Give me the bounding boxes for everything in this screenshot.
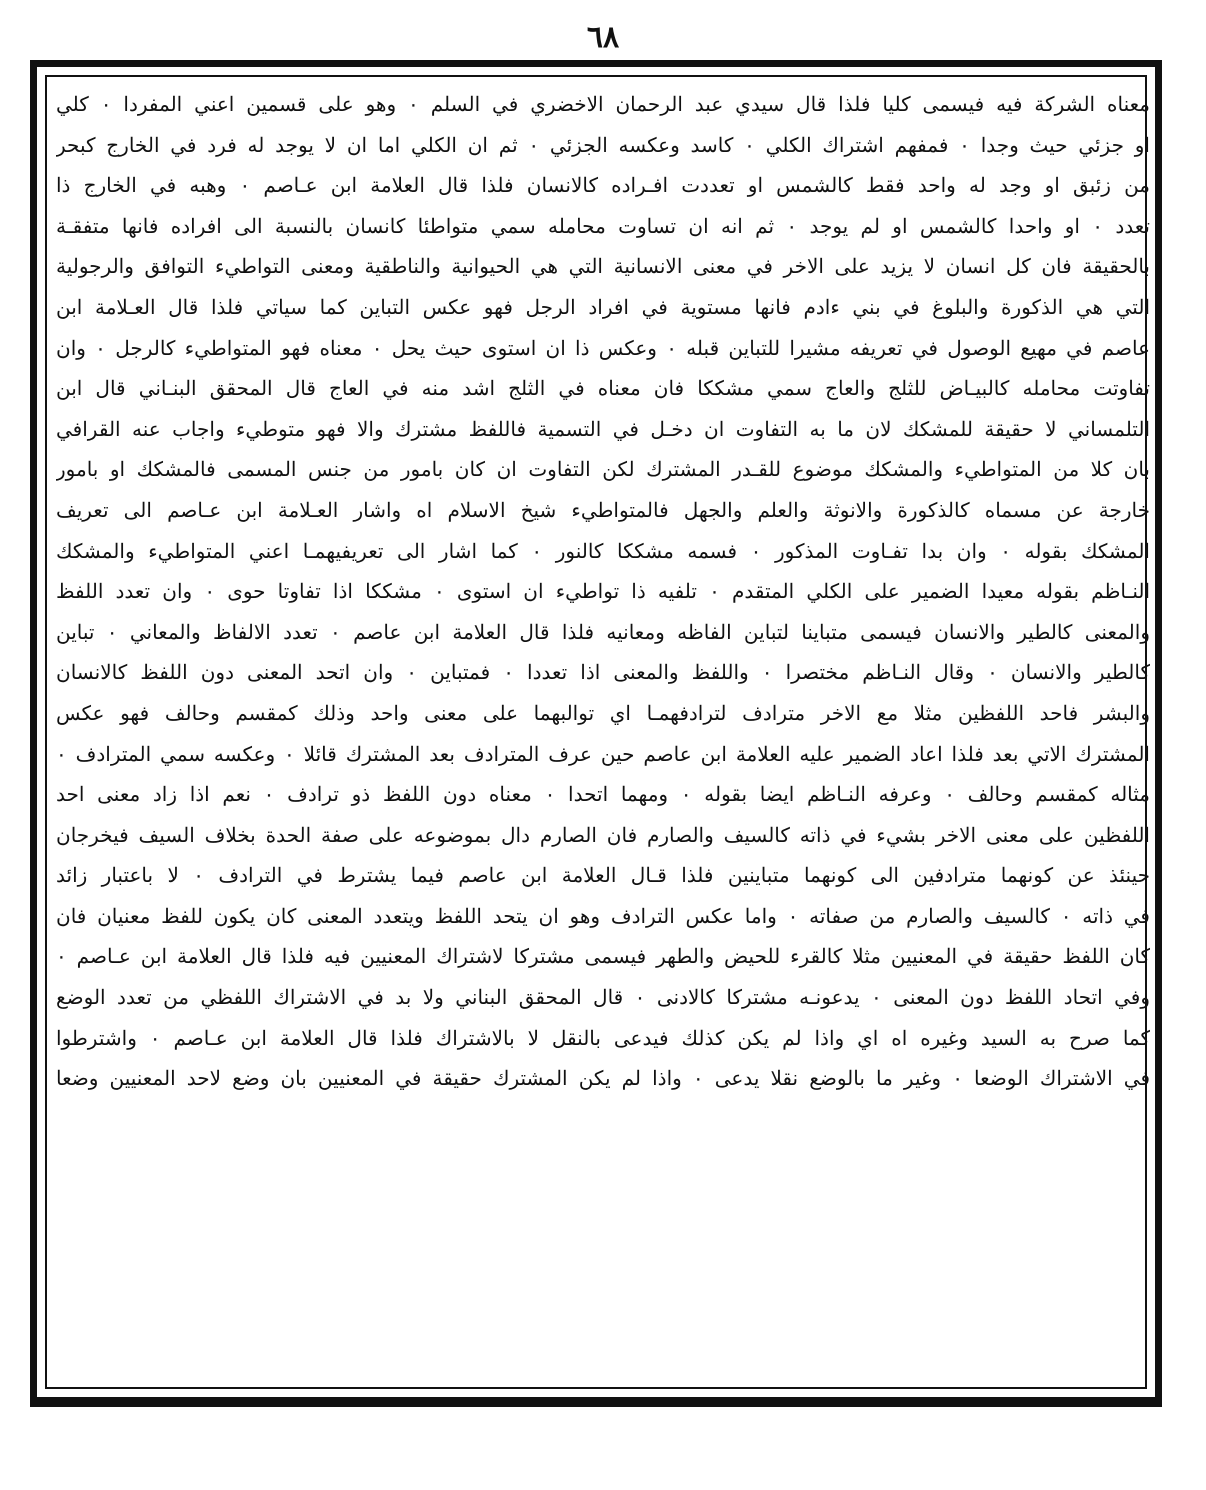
body-text [56, 84, 1150, 1384]
text-line-2: او جزئي حيث وجدا ٠ فمفهم اشتراك الكلي ٠ كاسد وعكسه الجزئي ٠ ثم ان الكلي اما ان لا يوجد له فرد في الخارج كبحر [56, 132, 1150, 157]
text-line-9: التلمساني لا حقيقة للمشكك لان ما به التفاوت ان دخـل في التسمية فاللفظ مشترك والا فهو متوطيء واجاب عنه القرافي [56, 416, 1150, 441]
text-line-24: كما صرح به السيد وغيره اه اي واذا لم يكن كذلك فيدعى بالنقل لا بالاشتراك فلذا قال العلامة ابن عـاصم ٠ واشترطوا [56, 1025, 1150, 1050]
text-line-21: في ذاته ٠ كالسيف والصارم من صفاته ٠ واما عكس الترادف وهو ان يتحد اللفظ ويتعدد المعنى كان يكون للفظ معنيان فان [56, 903, 1150, 928]
text-line-10: بان كلا من المتواطيء والمشكك موضوع للقـدر المشترك لكن التفاوت ان كان بامور من جنس المسمى فالمشكك او بامور [56, 457, 1150, 482]
text-line-23: وفي اتحاد اللفظ دون المعنى ٠ يدعونـه مشتركا كالادنى ٠ قال المحقق البناني ولا بد في الاشتراك اللفظي من تعدد الوضع [56, 985, 1150, 1010]
text-line-6: التي هي الذكورة والبلوغ في بني ءادم فانها مستوية في افراد الرجل فهو عكس التباين كما سياتي فلذا قال العـلامة ابن [56, 294, 1150, 319]
text-line-25: في الاشتراك الوضعا ٠ وغير ما بالوضع نقلا يدعى ٠ واذا لم يكن المشترك حقيقة في المعنيين بان وضع لاحد المعنيين وضعا [56, 1066, 1150, 1091]
page-border-bottom-rule [30, 1404, 1162, 1407]
text-line-8: تفاوتت محامله كالبيـاض للثلج والعاج سمي مشككا فان معناه في الثلج اشد منه في العاج قال المحقق البنـاني قال ابن [56, 376, 1150, 401]
text-line-19: اللفظين على معنى الاخر بشيء في ذاته كالسيف والصارم فان الصارم دال بموضوعه على صفة الحدة بخلاف السيف فيخرجان [56, 822, 1150, 847]
text-line-26 [56, 1099, 1150, 1140]
text-line-4: تعدد ٠ او واحدا كالشمس او لم يوجد ٠ ثم انه ان تساوت محامله سمي متواطئا كانسان بالنسبة الى افراده فانها متفقـة [56, 213, 1150, 238]
text-line-15: كالطير والانسان ٠ وقال النـاظم مختصرا ٠ واللفظ والمعنى اذا تعددا ٠ فمتباين ٠ وان اتحد المعنى دون اللفظ كالانسان [56, 660, 1150, 685]
text-line-22: كان اللفظ حقيقة في المعنيين مثلا كالقرء للحيض والطهر فيسمى مشتركا لاشتراك المعنيين فيه فلذا قال العلامة ابن عـاصم ٠ [56, 944, 1150, 969]
text-line-17: المشترك الاتي بعد فلذا اعاد الضمير عليه العلامة ابن عاصم حين عرف المترادف بعد المشترك قائلا ٠ وعكسه سمي المترادف ٠ [56, 741, 1150, 766]
page-number: ٦٨ [586, 20, 620, 55]
text-line-12: المشكك بقوله ٠ وان بدا تفـاوت المذكور ٠ فسمه مشككا كالنور ٠ كما اشار الى تعريفيهمـا اعني المتواطيء والمشكك [56, 538, 1150, 563]
text-line-11: خارجة عن مسماه كالذكورة والانوثة والعلم والجهل فالمتواطيء شيخ الاسلام اه واشار العـلامة ابن عـاصم الى تعريف [56, 497, 1150, 522]
text-line-14: والمعنى كالطير والانسان فيسمى متباينا لتباين الفاظه ومعانيه فلذا قال العلامة ابن عاصم ٠ تعدد الالفاظ والمعاني ٠ تباين [56, 619, 1150, 644]
text-line-5: بالحقيقة فان كل انسان لا يزيد على الاخر في معنى الانسانية التي هي الحيوانية والناطقية ومعنى التواطيء التوافق والرجولية [56, 254, 1150, 279]
text-line-3: من زئبق او وجد له واحد فقط كالشمس او تعددت افـراده كالانسان فلذا قال العلامة ابن عـاصم ٠ وهبه في الخارج ذا [56, 173, 1150, 198]
text-line-13: النـاظم بقوله معيدا الضمير على الكلي المتقدم ٠ تلفيه ذا تواطيء ان استوى ٠ مشككا اذا تفاوتا حوى ٠ وان تعدد اللفظ [56, 579, 1150, 604]
text-line-1: معناه الشركة فيه فيسمى كليا فلذا قال سيدي عبد الرحمان الاخضري في السلم ٠ وهو على قسمين اعني المفردا ٠ كلي [56, 92, 1150, 116]
text-line-18: مثاله كمقسم وحالف ٠ وعرفه النـاظم ايضا بقوله ٠ ومهما اتحدا ٠ معناه دون اللفظ ذو ترادف ٠ نعم اذا زاد معنى احد [56, 782, 1150, 807]
text-line-20: حينئذ عن كونهما مترادفين الى كونهما متباينين فلذا قـال العلامة ابن عاصم فيما يشترط في الترادف ٠ لا باعتبار زائد [56, 863, 1150, 888]
text-line-16: والبشر فاحد اللفظين مثلا مع الاخر مترادف لترادفهمـا اي توالبهما على معنى واحد وذلك كمقسم وحالف فهو عكس [56, 700, 1150, 725]
text-line-7: عاصم في مهيع الوصول في تعريفه مشيرا للتباين قبله ٠ وعكس ذا ان استوى حيث يحل ٠ معناه فهو المتواطيء كالرجل ٠ وان [56, 335, 1150, 360]
